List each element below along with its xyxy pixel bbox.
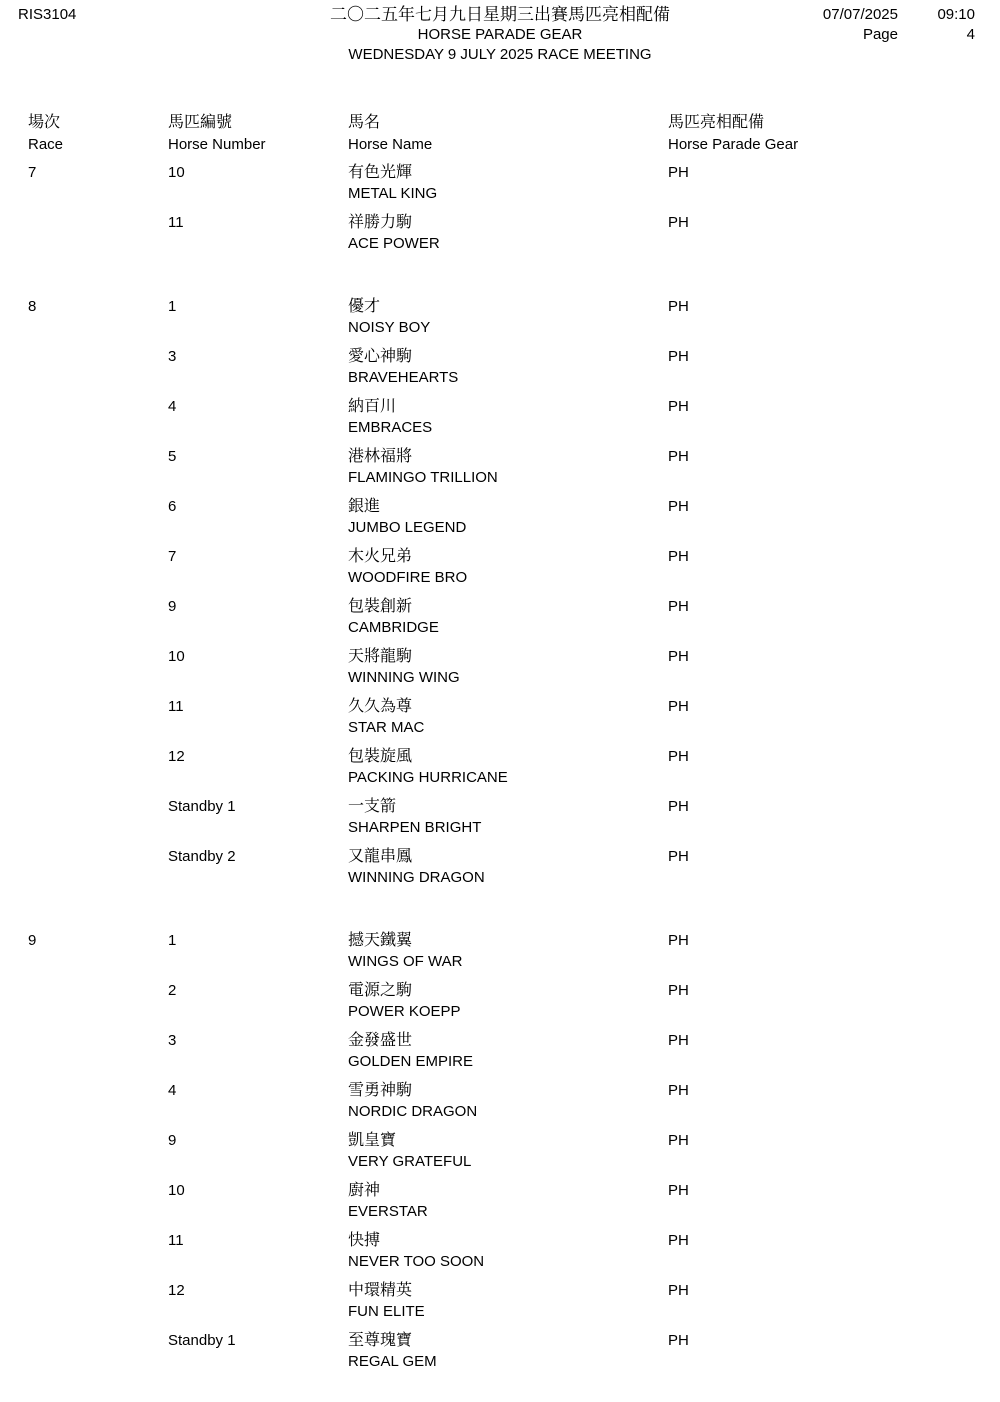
page-label: Page [862,26,898,43]
column-header-horse-number-en: Horse Number [168,136,266,153]
gear-code: PH [668,748,689,765]
horse-name-zh: 至尊瑰寶 [348,1332,413,1349]
gear-code: PH [668,1132,689,1149]
horse-number: 1 [168,298,177,315]
race-number [28,446,168,488]
column-header-horse-name [348,112,668,155]
gear-code: PH [668,398,689,415]
horse-name-en: GOLDEN EMPIRE [348,1053,474,1070]
horse-entry-row [28,1280,1000,1322]
race-number: 9 [28,932,37,949]
horse-number: 11 [168,214,184,231]
horse-name [348,1130,668,1172]
horse-name-zh: 祥勝力駒 [348,214,413,231]
report-title-en: HORSE PARADE GEAR [417,26,583,43]
horse-name [348,1230,668,1272]
horse-entry-row [28,1180,1000,1222]
race-number [28,746,168,788]
horse-name-zh: 廚神 [348,1182,381,1199]
horse-number: 9 [168,1132,177,1149]
horse-number: Standby 1 [168,798,236,815]
horse-entry-row [28,446,1000,488]
horse-name-en: EVERSTAR [348,1203,428,1220]
horse-entry-row [28,1330,1000,1372]
race-number [28,646,168,688]
horse-number: 4 [168,398,177,415]
table-body [28,162,1000,1372]
gear-code: PH [668,982,689,999]
horse-name-en: PACKING HURRICANE [348,769,508,786]
horse-name-zh: 納百川 [348,398,397,415]
horse-name-en: WINNING DRAGON [348,869,485,886]
horse-entry-row [28,496,1000,538]
gear-code: PH [668,698,689,715]
horse-number: 9 [168,598,177,615]
column-header-gear-en: Horse Parade Gear [668,136,799,153]
horse-name [348,1330,668,1372]
gear-code: PH [668,214,689,231]
horse-name-zh: 包裝旋風 [348,748,413,765]
horse-name [348,796,668,838]
horse-number: 5 [168,448,177,465]
column-header-horse-number [168,112,348,155]
horse-name-en: EMBRACES [348,419,433,436]
horse-name-zh: 一支箭 [348,798,397,815]
horse-entry-row [28,746,1000,788]
horse-name-zh: 電源之駒 [348,982,413,999]
horse-name-zh: 愛心神駒 [348,348,413,365]
horse-name-zh: 優才 [348,298,381,315]
horse-name [348,846,668,888]
horse-entry-row [28,396,1000,438]
horse-name [348,596,668,638]
horse-entry-row [28,1080,1000,1122]
column-header-horse-name-en: Horse Name [348,136,433,153]
horse-entry-row [28,546,1000,588]
gear-code: PH [668,598,689,615]
horse-number: 4 [168,1082,177,1099]
horse-name [348,296,668,338]
column-header-gear [668,112,1000,155]
horse-name [348,746,668,788]
horse-name-en: CAMBRIDGE [348,619,439,636]
horse-number: 10 [168,648,185,665]
report-title-zh: 二〇二五年七月九日星期三出賽馬匹亮相配備 [330,5,670,24]
horse-name-en: VERY GRATEFUL [348,1153,472,1170]
horse-number: Standby 2 [168,848,236,865]
race-number [28,1230,168,1272]
race-number [28,1080,168,1122]
gear-code: PH [668,348,689,365]
horse-entry-row [28,296,1000,338]
column-header-race [28,112,168,155]
horse-name-en: ACE POWER [348,235,440,252]
gear-code: PH [668,648,689,665]
race-number [28,846,168,888]
page-header [0,0,1000,112]
race-section [28,296,1000,888]
race-number [28,546,168,588]
horse-entry-row [28,596,1000,638]
horse-name-en: SHARPEN BRIGHT [348,819,482,836]
horse-name [348,1030,668,1072]
gear-table [0,112,1000,1372]
page-number: 4 [966,26,975,43]
horse-name-zh: 又龍串鳳 [348,848,413,865]
race-number [28,212,168,254]
horse-name-zh: 銀進 [348,498,381,515]
horse-name-zh: 撼天鐵翼 [348,932,413,949]
horse-number: 11 [168,698,184,715]
horse-number: 10 [168,1182,185,1199]
race-number [28,496,168,538]
horse-name-en: NORDIC DRAGON [348,1103,478,1120]
race-number [28,796,168,838]
horse-name [348,646,668,688]
gear-code: PH [668,298,689,315]
horse-name-en: NOISY BOY [348,319,431,336]
horse-entry-row [28,1130,1000,1172]
horse-name [348,496,668,538]
horse-name-zh: 雪勇神駒 [348,1082,413,1099]
horse-name-zh: 包裝創新 [348,598,413,615]
horse-entry-row [28,346,1000,388]
gear-code: PH [668,1182,689,1199]
print-info-col-b [937,5,975,45]
gear-code: PH [668,164,689,181]
horse-name-zh: 中環精英 [348,1282,413,1299]
horse-name [348,1280,668,1322]
gear-code: PH [668,1282,689,1299]
race-number [28,1030,168,1072]
column-header-gear-zh: 馬匹亮相配備 [668,114,765,131]
gear-code: PH [668,448,689,465]
horse-entry-row [28,846,1000,888]
horse-number: 3 [168,348,177,365]
horse-number: 1 [168,932,177,949]
horse-entry-row [28,1230,1000,1272]
horse-number: 12 [168,1282,185,1299]
horse-name [348,212,668,254]
horse-name [348,1080,668,1122]
race-number: 7 [28,164,37,181]
horse-name [348,930,668,972]
horse-entry-row [28,212,1000,254]
horse-entry-row [28,930,1000,972]
horse-name-zh: 久久為尊 [348,698,413,715]
horse-name [348,396,668,438]
race-number [28,1280,168,1322]
race-number [28,596,168,638]
horse-number: 7 [168,548,177,565]
race-section [28,930,1000,1372]
race-number: 8 [28,298,37,315]
race-number [28,696,168,738]
horse-number: Standby 1 [168,1332,236,1349]
race-number [28,396,168,438]
horse-name-zh: 木火兄弟 [348,548,413,565]
horse-name-en: WINNING WING [348,669,460,686]
horse-name-zh: 港林福將 [348,448,413,465]
race-number [28,1130,168,1172]
report-code: RIS3104 [18,6,77,23]
print-time: 09:10 [937,6,975,23]
horse-name-zh: 快搏 [348,1232,381,1249]
horse-name [348,1180,668,1222]
print-date: 07/07/2025 [822,6,898,23]
horse-name-en: FLAMINGO TRILLION [348,469,498,486]
horse-name-en: STAR MAC [348,719,425,736]
horse-name [348,162,668,204]
column-header-horse-number-zh: 馬匹編號 [168,114,233,131]
horse-name-en: REGAL GEM [348,1353,437,1370]
horse-entry-row [28,696,1000,738]
horse-entry-row [28,796,1000,838]
race-section [28,162,1000,254]
gear-code: PH [668,798,689,815]
race-number [28,980,168,1022]
horse-name [348,980,668,1022]
horse-name-zh: 天將龍駒 [348,648,413,665]
horse-entry-row [28,1030,1000,1072]
horse-number: 3 [168,1032,177,1049]
horse-name-en: WOODFIRE BRO [348,569,468,586]
gear-code: PH [668,498,689,515]
horse-name-en: POWER KOEPP [348,1003,461,1020]
horse-name-zh: 有色光輝 [348,164,413,181]
gear-code: PH [668,932,689,949]
horse-name-en: JUMBO LEGEND [348,519,467,536]
gear-code: PH [668,1232,689,1249]
column-headers [28,112,1000,155]
horse-number: 12 [168,748,185,765]
print-info-col-a [823,5,898,45]
gear-code: PH [668,548,689,565]
gear-code: PH [668,1032,689,1049]
gear-code: PH [668,848,689,865]
gear-code: PH [668,1332,689,1349]
horse-entry-row [28,162,1000,204]
horse-name-en: NEVER TOO SOON [348,1253,485,1270]
meeting-line: WEDNESDAY 9 JULY 2025 RACE MEETING [348,46,652,63]
column-header-race-en: Race [28,136,64,153]
column-header-horse-name-zh: 馬名 [348,114,381,131]
column-header-race-zh: 場次 [28,114,61,131]
horse-name [348,546,668,588]
horse-entry-row [28,646,1000,688]
horse-name [348,696,668,738]
race-number [28,1180,168,1222]
horse-name-zh: 凱皇寶 [348,1132,397,1149]
horse-name [348,346,668,388]
horse-name-en: WINGS OF WAR [348,953,463,970]
horse-number: 2 [168,982,177,999]
horse-number: 6 [168,498,177,515]
horse-name-en: METAL KING [348,185,438,202]
horse-entry-row [28,980,1000,1022]
race-number [28,1330,168,1372]
race-number [28,346,168,388]
horse-number: 11 [168,1232,184,1249]
horse-name [348,446,668,488]
horse-name-zh: 金發盛世 [348,1032,413,1049]
horse-name-en: FUN ELITE [348,1303,425,1320]
gear-code: PH [668,1082,689,1099]
horse-number: 10 [168,164,185,181]
horse-name-en: BRAVEHEARTS [348,369,459,386]
